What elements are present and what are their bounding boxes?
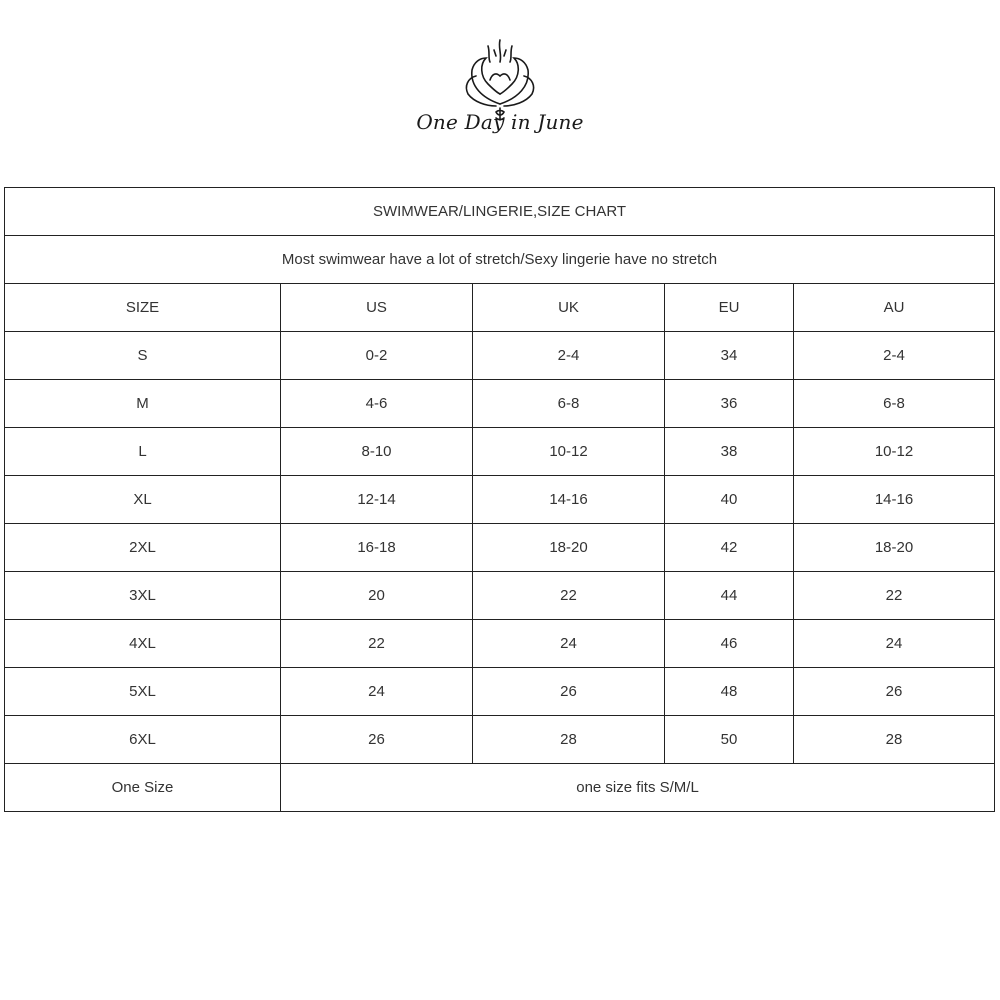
- us-cell: 4-6: [281, 380, 473, 428]
- uk-cell: 24: [473, 620, 665, 668]
- brand-logo: [400, 28, 600, 148]
- uk-cell: 2-4: [473, 332, 665, 380]
- table-row: [5, 572, 995, 620]
- us-cell: 16-18: [281, 524, 473, 572]
- uk-cell: 28: [473, 716, 665, 764]
- one-size-label: One Size: [5, 764, 281, 812]
- au-cell: 26: [794, 668, 995, 716]
- eu-cell: 34: [665, 332, 794, 380]
- table-row: [5, 476, 995, 524]
- header-cell-au: AU: [794, 284, 995, 332]
- header-row: [5, 284, 995, 332]
- eu-cell: 40: [665, 476, 794, 524]
- one-size-value: one size fits S/M/L: [281, 764, 995, 812]
- size-cell: 3XL: [5, 572, 281, 620]
- us-cell: 12-14: [281, 476, 473, 524]
- size-cell: 5XL: [5, 668, 281, 716]
- us-cell: 24: [281, 668, 473, 716]
- uk-cell: 6-8: [473, 380, 665, 428]
- eu-cell: 38: [665, 428, 794, 476]
- au-cell: 24: [794, 620, 995, 668]
- table-row: [5, 428, 995, 476]
- subtitle-row: [5, 236, 995, 284]
- size-cell: 4XL: [5, 620, 281, 668]
- eu-cell: 44: [665, 572, 794, 620]
- au-cell: 10-12: [794, 428, 995, 476]
- size-cell: M: [5, 380, 281, 428]
- au-cell: 22: [794, 572, 995, 620]
- size-cell: S: [5, 332, 281, 380]
- au-cell: 14-16: [794, 476, 995, 524]
- table-subtitle: Most swimwear have a lot of stretch/Sexy lingerie have no stretch: [5, 236, 995, 284]
- eu-cell: 36: [665, 380, 794, 428]
- table-row: [5, 716, 995, 764]
- us-cell: 20: [281, 572, 473, 620]
- eu-cell: 48: [665, 668, 794, 716]
- size-cell: XL: [5, 476, 281, 524]
- uk-cell: 22: [473, 572, 665, 620]
- eu-cell: 42: [665, 524, 794, 572]
- size-cell: 6XL: [5, 716, 281, 764]
- us-cell: 0-2: [281, 332, 473, 380]
- header-cell-eu: EU: [665, 284, 794, 332]
- au-cell: 18-20: [794, 524, 995, 572]
- brand-name: One Day in June: [416, 110, 584, 134]
- size-cell: L: [5, 428, 281, 476]
- eu-cell: 50: [665, 716, 794, 764]
- size-cell: 2XL: [5, 524, 281, 572]
- uk-cell: 26: [473, 668, 665, 716]
- au-cell: 28: [794, 716, 995, 764]
- title-row: [5, 188, 995, 236]
- uk-cell: 18-20: [473, 524, 665, 572]
- us-cell: 22: [281, 620, 473, 668]
- table-row: [5, 524, 995, 572]
- header-cell-us: US: [281, 284, 473, 332]
- uk-cell: 14-16: [473, 476, 665, 524]
- size-chart-table: [4, 187, 995, 812]
- uk-cell: 10-12: [473, 428, 665, 476]
- table-row: [5, 380, 995, 428]
- footer-row: [5, 764, 995, 812]
- table-row: [5, 668, 995, 716]
- header-cell-uk: UK: [473, 284, 665, 332]
- table-title: SWIMWEAR/LINGERIE,SIZE CHART: [5, 188, 995, 236]
- au-cell: 2-4: [794, 332, 995, 380]
- us-cell: 26: [281, 716, 473, 764]
- table-row: [5, 620, 995, 668]
- us-cell: 8-10: [281, 428, 473, 476]
- table-row: [5, 332, 995, 380]
- au-cell: 6-8: [794, 380, 995, 428]
- eu-cell: 46: [665, 620, 794, 668]
- header-cell-size: SIZE: [5, 284, 281, 332]
